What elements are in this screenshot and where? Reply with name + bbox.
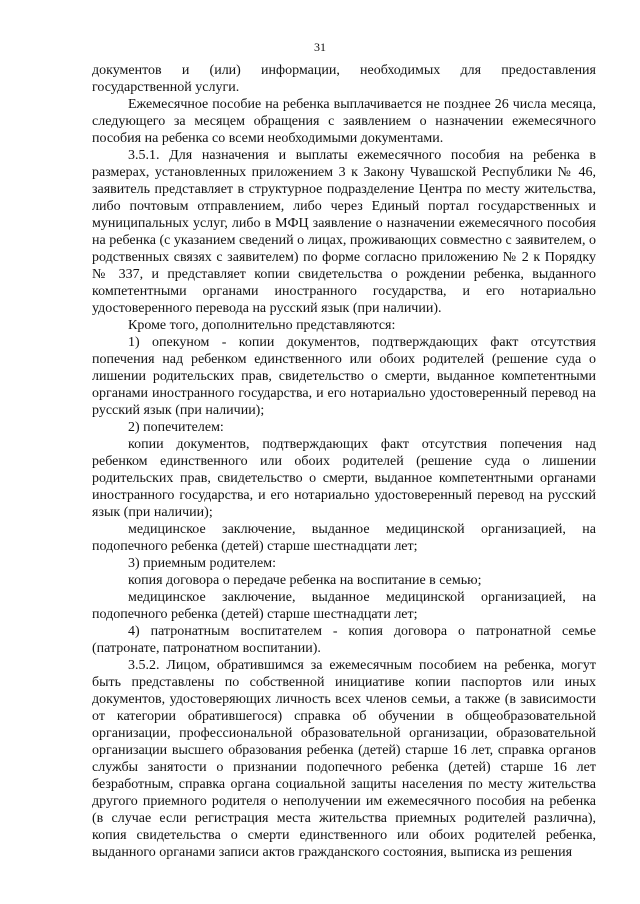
paragraph-foster-contract: копия договора о передаче ребенка на воспитание в семью; [128,573,482,588]
paragraph-foster-heading: 3) приемным родителем: [128,556,276,571]
document-body [92,62,596,861]
paragraph-2: Ежемесячное пособие на ребенка выплачивается не позднее 26 числа месяца, следующего за месяцем обращения с заявлением о назначении ежемесячного пособия на ребенка со всеми необходимыми документами. [92,97,596,146]
paragraph-3-5-2: 3.5.2. Лицом, обратившимся за ежемесячным пособием на ребенка, могут быть представлены по собственной инициативе копии паспортов или иных документов, удостоверяющих личность всех членов семьи, а также (в зависимости от категории обратившегося) справка об обучении в общеобразовательной организации, профессиональной образовательной организации, образовательной организации высшего образования ребенка (детей) старше 16 лет, справка органов службы занятости о признании подопечного ребенка (детей) старше 16 лет безработным, справка органа социальной защиты населения по месту жительства другого приемного родителя о неполучении им ежемесячного пособия на ребенка (в случае если регистрация места жительства приемных родителей различна), копия свидетельства о смерти единственного или обоих родителей ребенка, выданного органами записи актов гражданского состояния, выписка из решения [92,658,596,860]
page-number: 31 [314,40,326,54]
paragraph-1: документов и (или) информации, необходимых для предоставления государственной услуги. [92,63,596,95]
paragraph-guardian: 1) опекуном - копии документов, подтверждающих факт отсутствия попечения над ребенком единственного или обоих родителей (решение суда о лишении родительских прав, свидетельство о смерти, выданное компетентными органами иностранного государства, и его нотариально удостоверенный перевод на русский язык (при наличии); [92,335,596,418]
paragraph-foster-medical: медицинское заключение, выданное медицинской организацией, на подопечного ребенка (детей) старше шестнадцати лет; [92,590,596,622]
paragraph-patronage: 4) патронатным воспитателем - копия договора о патронатной семье (патронате, патронатном воспитании). [92,624,596,656]
paragraph-trustee-heading: 2) попечителем: [128,420,224,435]
paragraph-trustee-docs: копии документов, подтверждающих факт отсутствия попечения над ребенком единственного или обоих родителей (решение суда о лишении родительских прав, свидетельство о смерти, выданное компетентными органами иностранного государства, и его нотариально удостоверенный перевод на русский язык (при наличии); [92,437,596,520]
paragraph-trustee-medical: медицинское заключение, выданное медицинской организацией, на подопечного ребенка (детей) старше шестнадцати лет; [92,522,596,554]
paragraph-3-5-1: 3.5.1. Для назначения и выплаты ежемесячного пособия на ребенка в размерах, установленных приложением 3 к Закону Чувашской Республики № 46, заявитель представляет в структурное подразделение Центра по месту жительства, либо почтовым отправлением, либо через Единый портал государственных и муниципальных услуг, либо в МФЦ заявление о назначении ежемесячного пособия на ребенка (с указанием сведений о лицах, проживающих совместно с заявителем, о родственных связях с заявителем) по форме согласно приложению № 2 к Порядку № 337, и представляет копии свидетельства о рождении ребенка, выданного компетентными органами иностранного государства, и его нотариально удостоверенного перевода на русский язык (при наличии). [92,148,596,316]
paragraph-4: Кроме того, дополнительно представляются: [128,318,396,333]
